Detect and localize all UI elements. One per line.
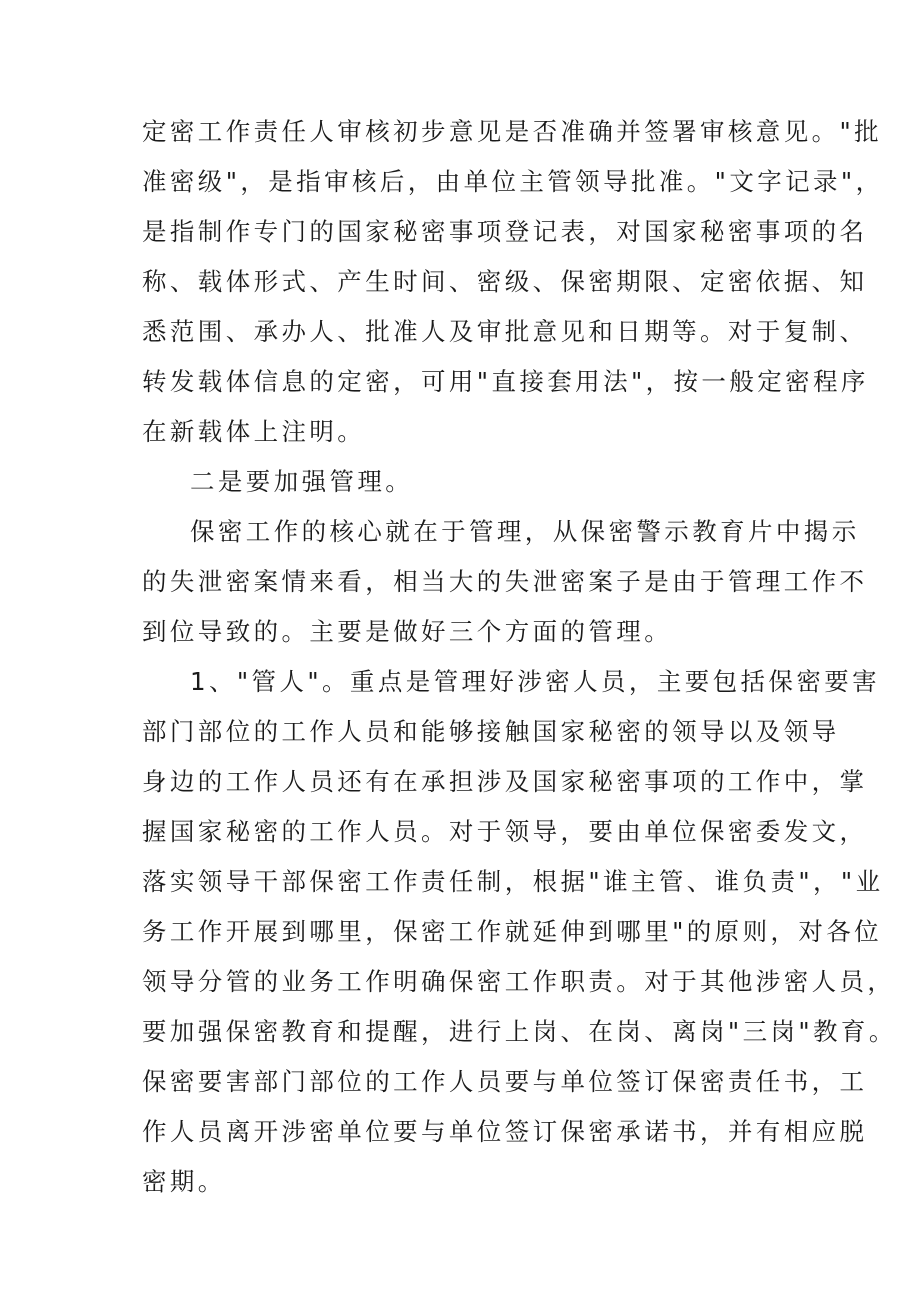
body-text-line: 是指制作专门的国家秘密事项登记表，对国家秘密事项的名 [142, 217, 868, 246]
body-text-line: 领导分管的业务工作明确保密工作职责。对于其他涉密人员， [142, 967, 896, 996]
body-text-line: 转发载体信息的定密，可用"直接套用法"，按一般定密程序 [142, 367, 869, 396]
body-text-line: 务工作开展到哪里，保密工作就延伸到哪里"的原则，对各位 [142, 917, 883, 946]
body-text-line: 到位导致的。主要是做好三个方面的管理。 [142, 617, 673, 646]
body-text-line: 在新载体上注明。 [142, 417, 366, 446]
body-text-line: 保密要害部门部位的工作人员要与单位签订保密责任书，工 [142, 1067, 868, 1096]
body-text-line: 悉范围、承办人、批准人及审批意见和日期等。对于复制、 [142, 317, 868, 346]
body-text-line: 作人员离开涉密单位要与单位签订保密承诺书，并有相应脱 [142, 1117, 868, 1146]
body-text-line: 定密工作责任人审核初步意见是否准确并签署审核意见。"批 [142, 117, 883, 146]
body-text-line: 保密工作的核心就在于管理，从保密警示教育片中揭示 [190, 517, 860, 546]
body-text-line: 密期。 [142, 1167, 226, 1196]
body-text-line: 身边的工作人员还有在承担涉及国家秘密事项的工作中，掌 [142, 767, 868, 796]
body-text-line: 的失泄密案情来看，相当大的失泄密案子是由于管理工作不 [142, 567, 868, 596]
body-text-line: 准密级"，是指审核后，由单位主管领导批准。"文字记录"， [142, 167, 884, 196]
body-text-line: 要加强保密教育和提醒，进行上岗、在岗、离岗"三岗"教育。 [142, 1017, 897, 1046]
body-text-line: 部门部位的工作人员和能够接触国家秘密的领导以及领导 [142, 717, 840, 746]
body-text-line: 1、"管人"。重点是管理好涉密人员，主要包括保密要害 [190, 667, 881, 696]
body-text-line: 落实领导干部保密工作责任制，根据"谁主管、谁负责"，"业 [142, 867, 884, 896]
body-text-line: 握国家秘密的工作人员。对于领导，要由单位保密委发文， [142, 817, 868, 846]
body-text-line: 称、载体形式、产生时间、密级、保密期限、定密依据、知 [142, 267, 868, 296]
section-heading: 二是要加强管理。 [190, 467, 414, 496]
